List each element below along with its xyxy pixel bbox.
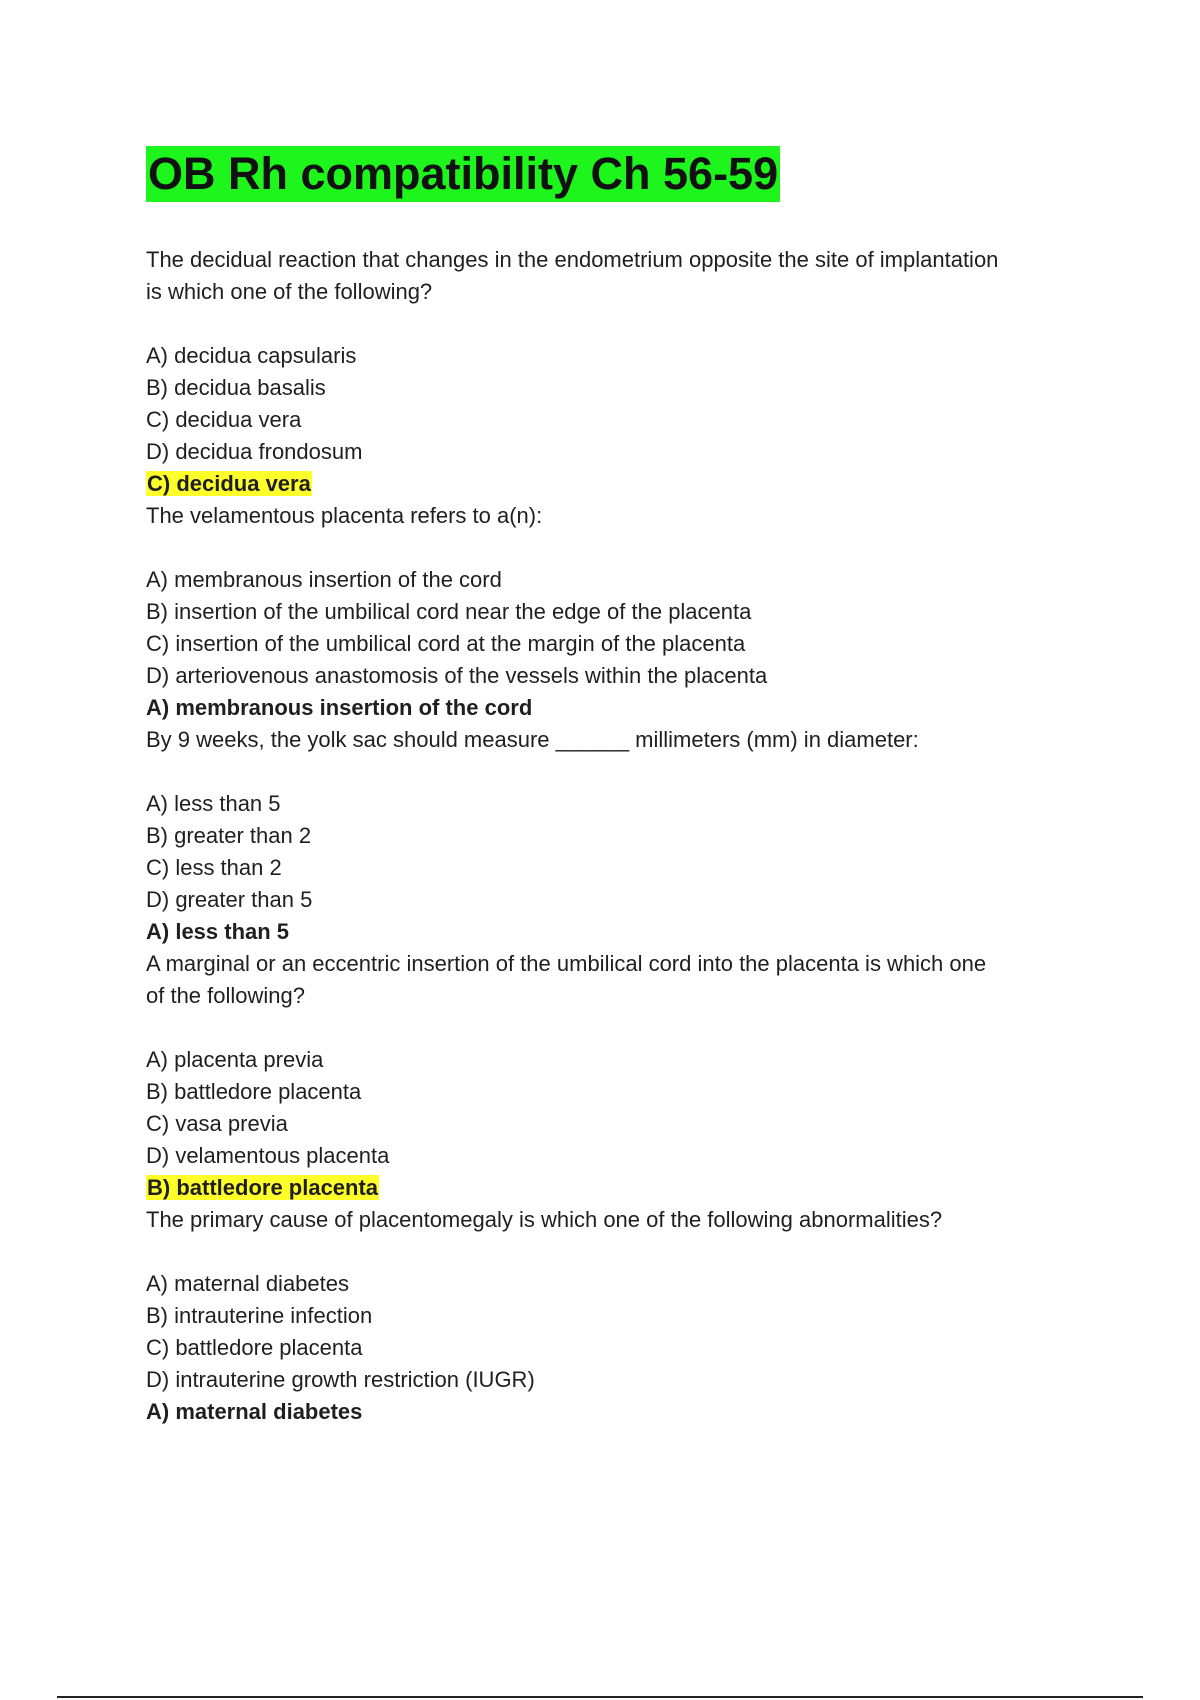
- document-page: [146, 146, 1096, 1428]
- correct-answer: [146, 468, 1096, 500]
- correct-answer-text: A) less than 5: [146, 919, 290, 944]
- question-list: [146, 244, 1096, 1428]
- answer-option: C) insertion of the umbilical cord at the margin of the placenta: [146, 631, 746, 656]
- answer-option: A) less than 5: [146, 791, 281, 816]
- question-text: is which one of the following?: [146, 279, 433, 304]
- blank-line: [146, 308, 1096, 340]
- answer-option: D) intrauterine growth restriction (IUGR): [146, 1367, 535, 1392]
- answer-option: C) less than 2: [146, 855, 282, 880]
- question-text: The primary cause of placentomegaly is which one of the following abnormalities?: [146, 1207, 943, 1232]
- question-text: By 9 weeks, the yolk sac should measure ______ millimeters (mm) in diameter:: [146, 727, 919, 752]
- correct-answer: [146, 1396, 1096, 1428]
- correct-answer-text: A) maternal diabetes: [146, 1399, 363, 1424]
- blank-line: [146, 532, 1096, 564]
- correct-answer: [146, 916, 1096, 948]
- question-block: [146, 244, 1096, 500]
- question-text: The velamentous placenta refers to a(n):: [146, 503, 543, 528]
- answer-option: A) membranous insertion of the cord: [146, 567, 502, 592]
- answer-option: B) battledore placenta: [146, 1079, 362, 1104]
- answer-option: A) decidua capsularis: [146, 343, 357, 368]
- answer-option: B) decidua basalis: [146, 375, 326, 400]
- answer-option: B) greater than 2: [146, 823, 312, 848]
- correct-answer: [146, 692, 1096, 724]
- answer-option: B) intrauterine infection: [146, 1303, 373, 1328]
- correct-answer-text: C) decidua vera: [147, 471, 311, 496]
- answer-option: D) decidua frondosum: [146, 439, 363, 464]
- correct-answer: [146, 1172, 1096, 1204]
- answer-option: D) velamentous placenta: [146, 1143, 390, 1168]
- title-spacer: [146, 202, 1096, 244]
- question-text: The decidual reaction that changes in the endometrium opposite the site of implantation: [146, 247, 999, 272]
- answer-option: B) insertion of the umbilical cord near the edge of the placenta: [146, 599, 752, 624]
- question-text: A marginal or an eccentric insertion of the umbilical cord into the placenta is which one: [146, 951, 987, 976]
- answer-option: D) arteriovenous anastomosis of the vessels within the placenta: [146, 663, 768, 688]
- blank-line: [146, 1012, 1096, 1044]
- answer-option: C) decidua vera: [146, 407, 302, 432]
- answer-option: C) vasa previa: [146, 1111, 288, 1136]
- answer-option: A) maternal diabetes: [146, 1271, 349, 1296]
- answer-option: A) placenta previa: [146, 1047, 324, 1072]
- correct-answer-text: A) membranous insertion of the cord: [146, 695, 533, 720]
- answer-option: C) battledore placenta: [146, 1335, 363, 1360]
- blank-line: [146, 1236, 1096, 1268]
- question-text: of the following?: [146, 983, 305, 1008]
- correct-answer-text: B) battledore placenta: [147, 1175, 379, 1200]
- question-block: [146, 1204, 1096, 1428]
- answer-option: D) greater than 5: [146, 887, 313, 912]
- footer-divider: [57, 1696, 1143, 1698]
- page-title: OB Rh compatibility Ch 56-59: [146, 146, 780, 202]
- question-block: [146, 948, 1096, 1204]
- question-block: [146, 724, 1096, 948]
- blank-line: [146, 756, 1096, 788]
- question-block: [146, 500, 1096, 724]
